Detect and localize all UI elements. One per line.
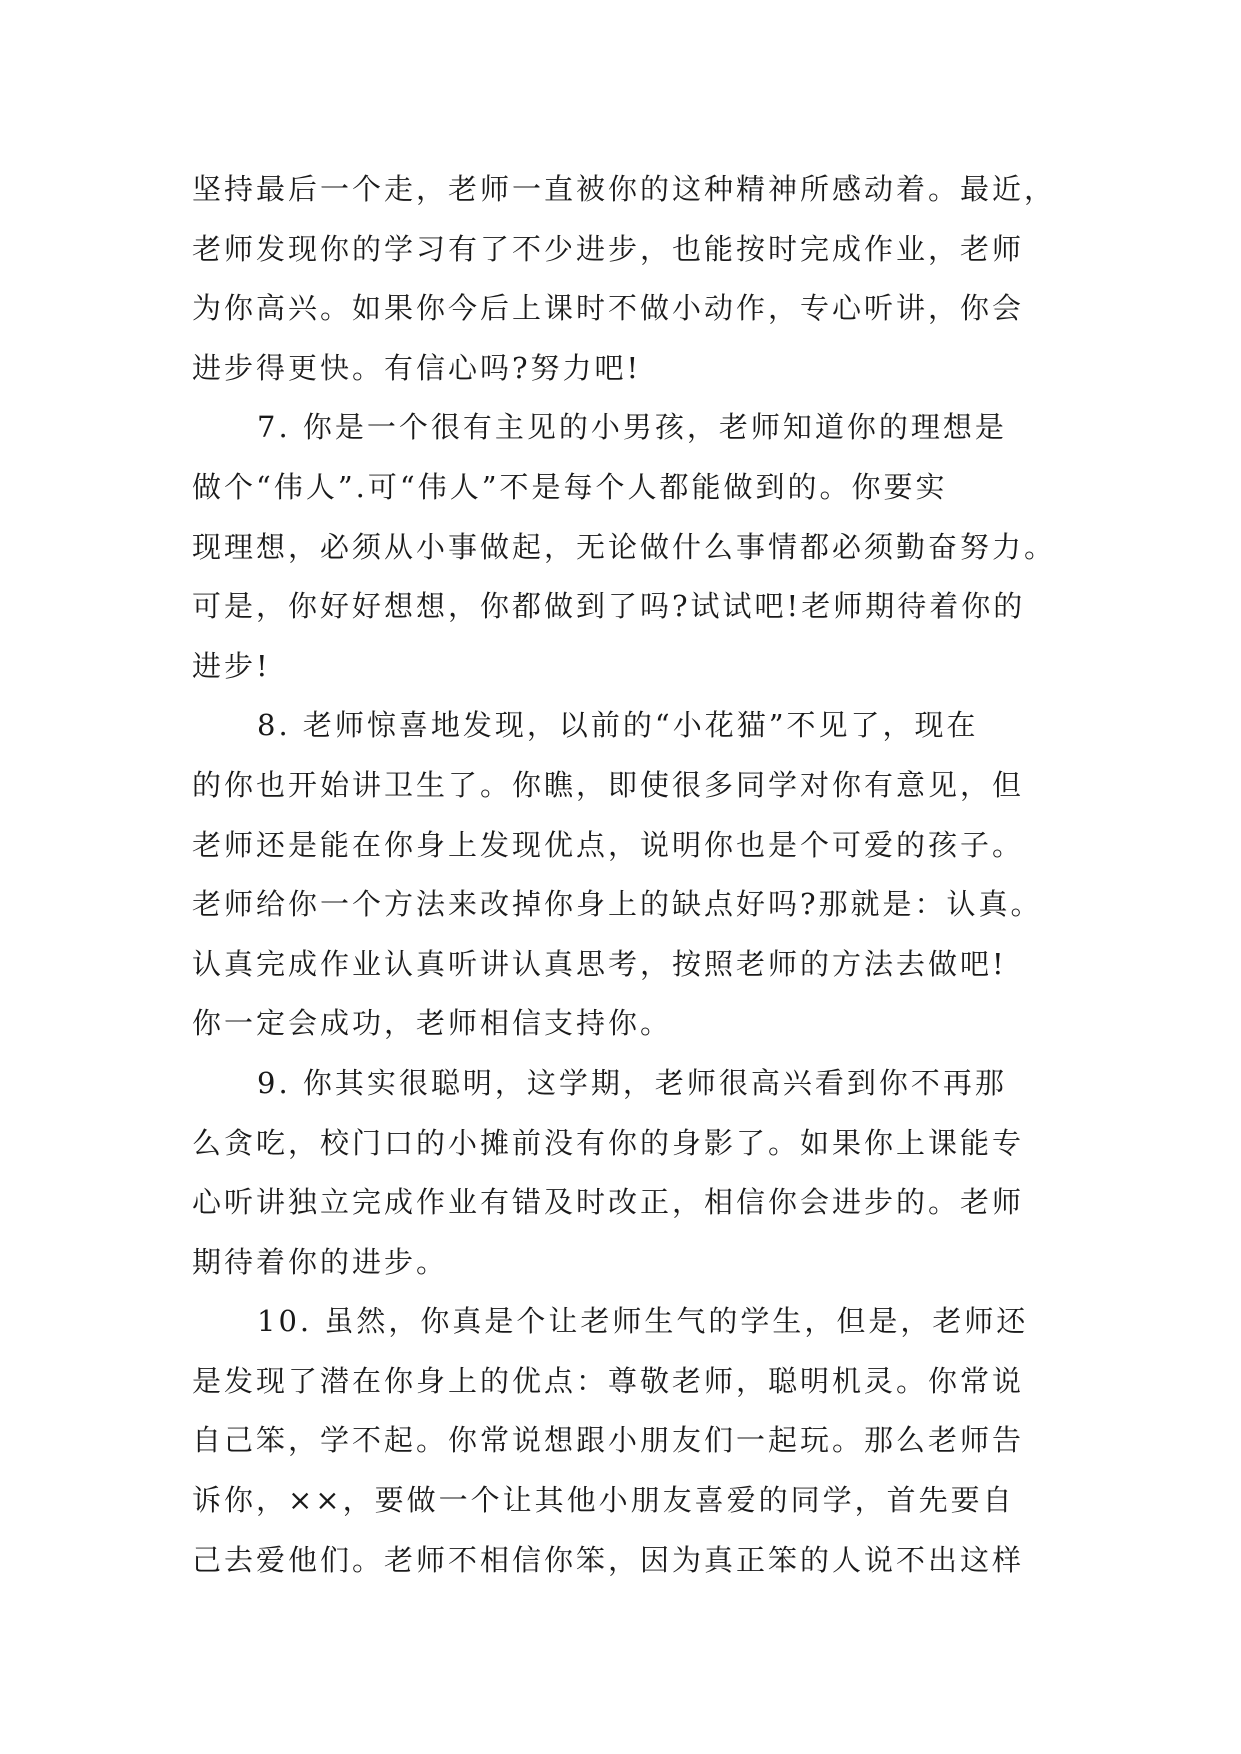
text-line: 老师还是能在你身上发现优点，说明你也是个可爱的孩子。	[192, 827, 1025, 862]
text-line: 现理想，必须从小事做起，无论做什么事情都必须勤奋努力。	[192, 529, 1057, 564]
text-line: 的你也开始讲卫生了。你瞧，即使很多同学对你有意见，但	[192, 767, 1025, 802]
text-line: 己去爱他们。老师不相信你笨，因为真正笨的人说不出这样	[192, 1542, 1025, 1577]
text-line: 为你高兴。如果你今后上课时不做小动作，专心听讲，你会	[192, 291, 1025, 326]
text-line: 诉你，××，要做一个让其他小朋友喜爱的同学，首先要自	[192, 1483, 1015, 1518]
text-line: 老师发现你的学习有了不少进步，也能按时完成作业，老师	[192, 231, 1025, 266]
text-line: 老师给你一个方法来改掉你身上的缺点好吗?那就是：认真。	[192, 887, 1043, 922]
text-line: 认真完成作业认真听讲认真思考，按照老师的方法去做吧!	[192, 946, 1007, 981]
paragraph-first-line: 7. 你是一个很有主见的小男孩，老师知道你的理想是	[257, 410, 1007, 445]
paragraph-first-line: 8. 老师惊喜地发现，以前的“小花猫”不见了，现在	[257, 708, 979, 743]
text-line: 进步!	[192, 648, 271, 683]
text-line: 你一定会成功，老师相信支持你。	[192, 1006, 673, 1041]
text-line: 期待着你的进步。	[192, 1244, 449, 1279]
text-line: 做个“伟人”.可“伟人”不是每个人都能做到的。你要实	[192, 469, 948, 504]
text-line: 进步得更快。有信心吗?努力吧!	[192, 350, 642, 385]
text-line: 么贪吃，校门口的小摊前没有你的身影了。如果你上课能专	[192, 1125, 1025, 1160]
text-line: 自己笨，学不起。你常说想跟小朋友们一起玩。那么老师告	[192, 1423, 1025, 1458]
body-text	[192, 160, 1057, 1590]
text-line: 心听讲独立完成作业有错及时改正，相信你会进步的。老师	[192, 1185, 1025, 1220]
paragraph-first-line: 10. 虽然，你真是个让老师生气的学生，但是，老师还	[257, 1304, 1029, 1339]
text-line: 坚持最后一个走，老师一直被你的这种精神所感动着。最近，	[192, 172, 1057, 206]
text-line: 可是，你好好想想，你都做到了吗?试试吧!老师期待着你的	[192, 589, 1026, 624]
text-line: 是发现了潜在你身上的优点：尊敬老师，聪明机灵。你常说	[192, 1363, 1025, 1398]
paragraph-first-line: 9. 你其实很聪明，这学期，老师很高兴看到你不再那	[257, 1065, 1007, 1100]
